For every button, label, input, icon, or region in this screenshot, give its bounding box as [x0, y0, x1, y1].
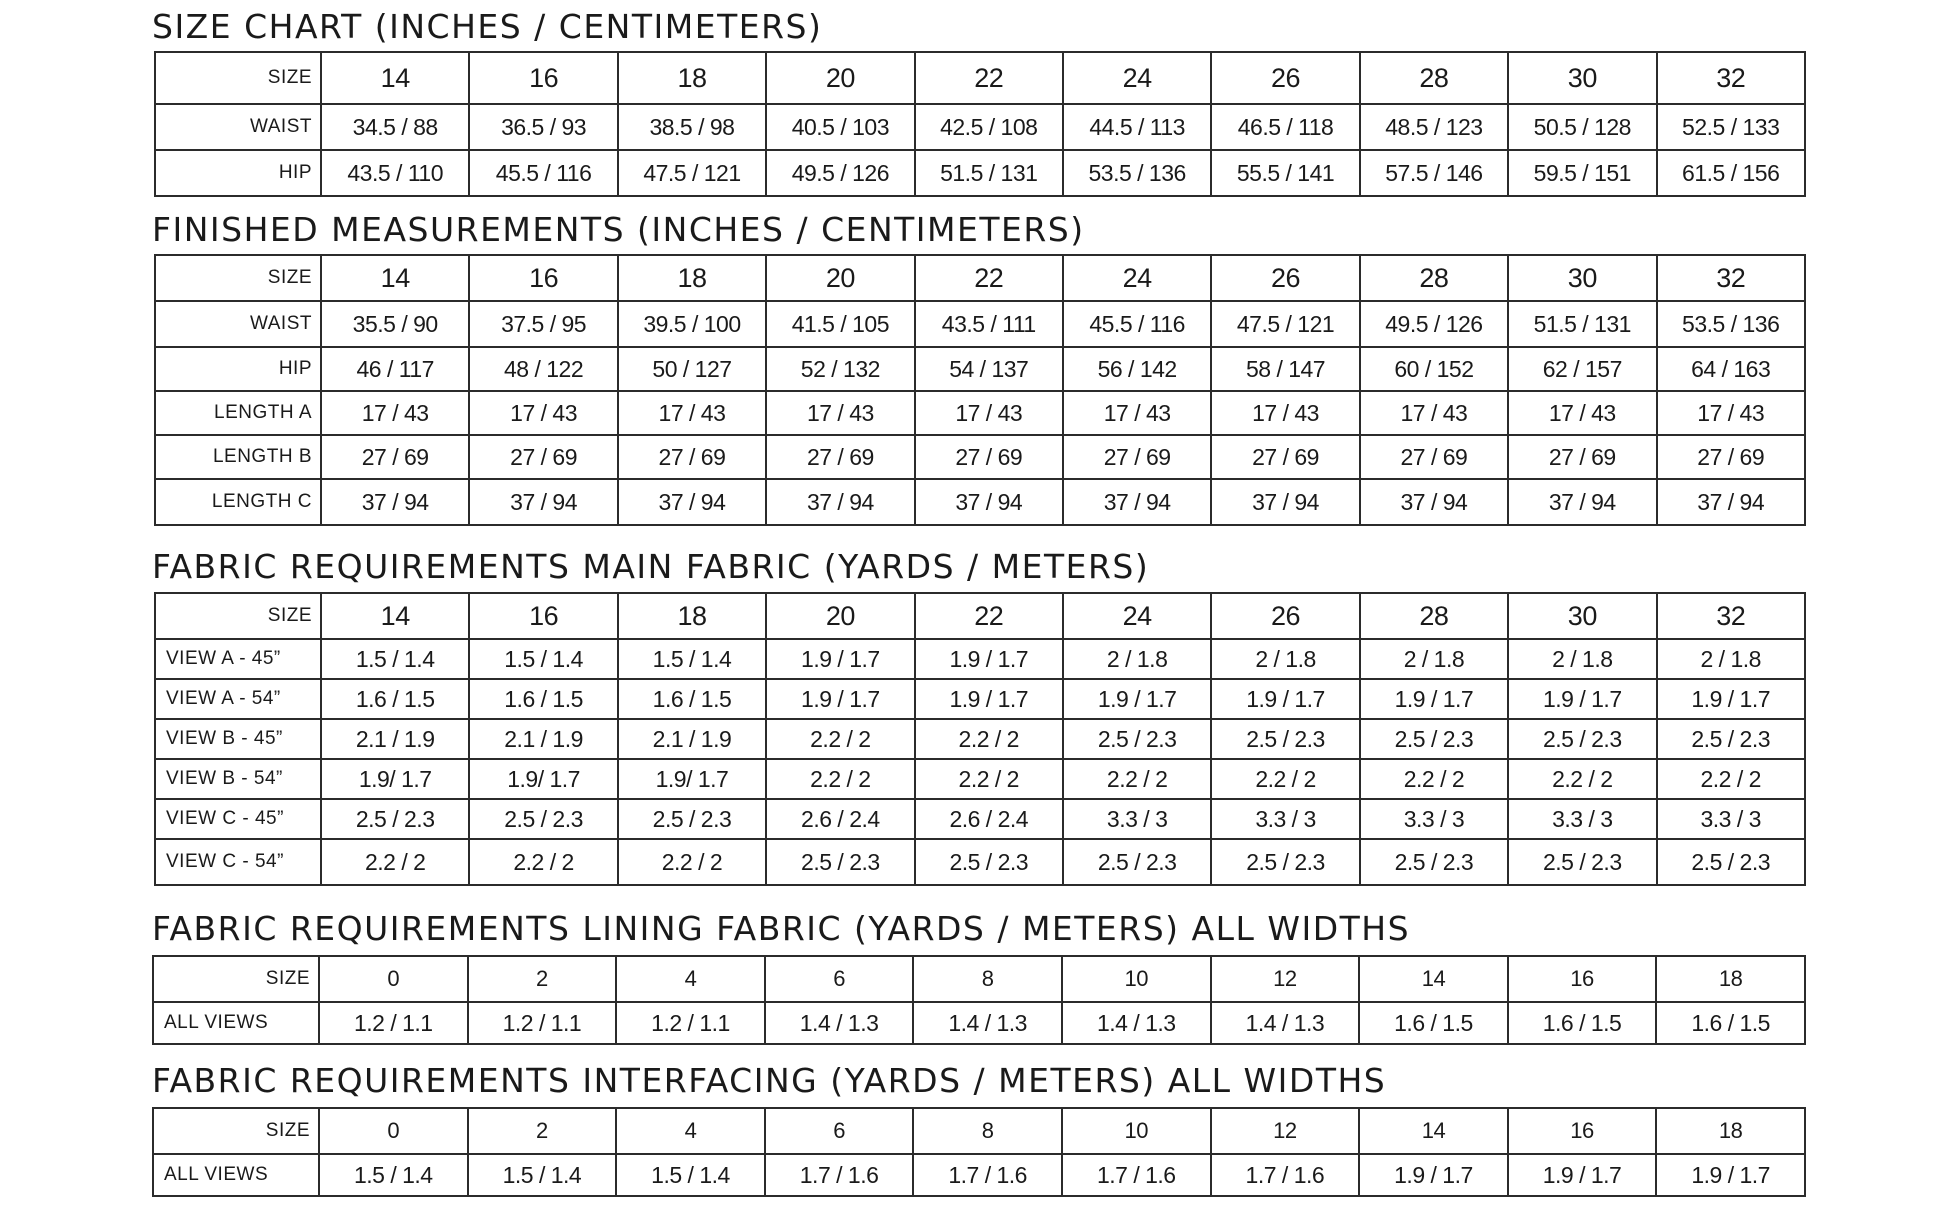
measurement-cell: 27 / 69	[766, 435, 914, 479]
measurement-cell: 36.5 / 93	[469, 104, 617, 150]
measurement-cell: 2.5 / 2.3	[1063, 719, 1211, 759]
measurement-cell: 44.5 / 113	[1063, 104, 1211, 150]
measurement-cell: 1.2 / 1.1	[319, 1002, 468, 1044]
measurement-cell: 2.5 / 2.3	[915, 839, 1063, 885]
measurement-cell: 1.6 / 1.5	[618, 679, 766, 719]
measurement-cell: 37 / 94	[1063, 479, 1211, 525]
measurement-cell: 50 / 127	[618, 347, 766, 391]
measurement-cell: 58 / 147	[1211, 347, 1359, 391]
measurement-cell: 17 / 43	[1360, 391, 1508, 435]
measurement-cell: 59.5 / 151	[1508, 150, 1656, 196]
size-header-cell: 4	[616, 956, 765, 1002]
table-row	[153, 1002, 1805, 1044]
size-header-cell: 10	[1062, 956, 1211, 1002]
measurement-cell: 3.3 / 3	[1508, 799, 1656, 839]
measurement-cell: 42.5 / 108	[915, 104, 1063, 150]
table-row	[155, 639, 1805, 679]
section-title: FABRIC REQUIREMENTS INTERFACING (YARDS / METERS) ALL WIDTHS	[152, 1061, 1387, 1100]
table-row	[155, 347, 1805, 391]
measurement-cell: 2.5 / 2.3	[1211, 839, 1359, 885]
table-row	[155, 679, 1805, 719]
measurement-cell: 1.5 / 1.4	[616, 1154, 765, 1196]
measurement-cell: 2.5 / 2.3	[1657, 839, 1805, 885]
measurement-cell: 1.5 / 1.4	[468, 1154, 617, 1196]
measurement-cell: 1.4 / 1.3	[913, 1002, 1062, 1044]
measurement-cell: 17 / 43	[1657, 391, 1805, 435]
measurement-cell: 2.1 / 1.9	[321, 719, 469, 759]
size-header-cell: 28	[1360, 255, 1508, 301]
measurement-cell: 51.5 / 131	[1508, 301, 1656, 347]
measurement-cell: 2.1 / 1.9	[469, 719, 617, 759]
measurement-cell: 2.5 / 2.3	[766, 839, 914, 885]
measurement-cell: 27 / 69	[915, 435, 1063, 479]
size-header-cell: 16	[469, 593, 617, 639]
header-row	[153, 956, 1805, 1002]
measurement-cell: 2.2 / 2	[766, 759, 914, 799]
measurement-cell: 1.9/ 1.7	[321, 759, 469, 799]
measurement-cell: 43.5 / 110	[321, 150, 469, 196]
section-title: FABRIC REQUIREMENTS MAIN FABRIC (YARDS / METERS)	[152, 547, 1150, 586]
finished-measurements-table	[154, 254, 1806, 526]
measurement-cell: 1.6 / 1.5	[1508, 1002, 1657, 1044]
measurement-cell: 2 / 1.8	[1211, 639, 1359, 679]
measurement-cell: 37.5 / 95	[469, 301, 617, 347]
measurement-cell: 45.5 / 116	[469, 150, 617, 196]
measurement-cell: 37 / 94	[469, 479, 617, 525]
measurement-cell: 17 / 43	[1508, 391, 1656, 435]
measurement-cell: 1.9 / 1.7	[1360, 679, 1508, 719]
measurement-cell: 2.2 / 2	[915, 719, 1063, 759]
measurement-cell: 1.7 / 1.6	[1211, 1154, 1360, 1196]
row-label: HIP	[155, 150, 321, 196]
measurement-cell: 2.6 / 2.4	[766, 799, 914, 839]
row-label: VIEW A - 54”	[155, 679, 321, 719]
measurement-cell: 46.5 / 118	[1211, 104, 1359, 150]
size-header-cell: 22	[915, 593, 1063, 639]
measurement-cell: 1.7 / 1.6	[765, 1154, 914, 1196]
measurement-cell: 17 / 43	[321, 391, 469, 435]
row-label: LENGTH C	[155, 479, 321, 525]
measurement-cell: 54 / 137	[915, 347, 1063, 391]
table-row	[155, 150, 1805, 196]
measurement-cell: 17 / 43	[915, 391, 1063, 435]
measurement-cell: 1.9 / 1.7	[915, 679, 1063, 719]
measurement-cell: 2.6 / 2.4	[915, 799, 1063, 839]
measurement-cell: 37 / 94	[1360, 479, 1508, 525]
table-row	[155, 759, 1805, 799]
measurement-cell: 27 / 69	[1508, 435, 1656, 479]
measurement-cell: 1.7 / 1.6	[1062, 1154, 1211, 1196]
measurement-cell: 49.5 / 126	[1360, 301, 1508, 347]
measurement-cell: 1.9 / 1.7	[1211, 679, 1359, 719]
header-row	[155, 52, 1805, 104]
row-label: VIEW C - 54”	[155, 839, 321, 885]
measurement-cell: 2.2 / 2	[1360, 759, 1508, 799]
measurement-cell: 1.9/ 1.7	[618, 759, 766, 799]
measurement-cell: 47.5 / 121	[618, 150, 766, 196]
measurement-cell: 2.5 / 2.3	[1063, 839, 1211, 885]
measurement-cell: 1.9 / 1.7	[1656, 1154, 1805, 1196]
row-label: LENGTH B	[155, 435, 321, 479]
measurement-cell: 40.5 / 103	[766, 104, 914, 150]
measurement-cell: 17 / 43	[766, 391, 914, 435]
measurement-cell: 34.5 / 88	[321, 104, 469, 150]
row-label: VIEW A - 45”	[155, 639, 321, 679]
row-label: VIEW C - 45”	[155, 799, 321, 839]
measurement-cell: 1.4 / 1.3	[1062, 1002, 1211, 1044]
size-header-cell: 14	[321, 52, 469, 104]
size-header-cell: 32	[1657, 255, 1805, 301]
measurement-cell: 2.5 / 2.3	[321, 799, 469, 839]
measurement-cell: 1.6 / 1.5	[321, 679, 469, 719]
measurement-cell: 1.5 / 1.4	[618, 639, 766, 679]
size-header-cell: 14	[1359, 956, 1508, 1002]
size-header-cell: 18	[618, 52, 766, 104]
measurement-cell: 53.5 / 136	[1657, 301, 1805, 347]
size-header-cell: 2	[468, 1108, 617, 1154]
section-title: SIZE CHART (INCHES / CENTIMETERS)	[152, 7, 823, 46]
measurement-cell: 51.5 / 131	[915, 150, 1063, 196]
size-header-cell: 16	[469, 255, 617, 301]
size-header-cell: 30	[1508, 255, 1656, 301]
measurement-cell: 2.2 / 2	[915, 759, 1063, 799]
measurement-cell: 39.5 / 100	[618, 301, 766, 347]
size-header-cell: 20	[766, 255, 914, 301]
header-row	[155, 593, 1805, 639]
table-row	[153, 1154, 1805, 1196]
size-header-cell: 22	[915, 255, 1063, 301]
header-row	[155, 255, 1805, 301]
measurement-cell: 46 / 117	[321, 347, 469, 391]
measurement-cell: 27 / 69	[1657, 435, 1805, 479]
measurement-cell: 27 / 69	[321, 435, 469, 479]
row-label: ALL VIEWS	[153, 1002, 319, 1044]
measurement-cell: 37 / 94	[321, 479, 469, 525]
measurement-cell: 1.2 / 1.1	[616, 1002, 765, 1044]
measurement-cell: 2.5 / 2.3	[1508, 839, 1656, 885]
measurement-cell: 1.4 / 1.3	[765, 1002, 914, 1044]
measurement-cell: 1.9 / 1.7	[915, 639, 1063, 679]
size-header-cell: 2	[468, 956, 617, 1002]
measurement-cell: 17 / 43	[618, 391, 766, 435]
measurement-cell: 17 / 43	[1211, 391, 1359, 435]
measurement-cell: 1.9/ 1.7	[469, 759, 617, 799]
measurement-cell: 2.5 / 2.3	[618, 799, 766, 839]
size-header-cell: 30	[1508, 52, 1656, 104]
measurement-cell: 45.5 / 116	[1063, 301, 1211, 347]
measurement-cell: 56 / 142	[1063, 347, 1211, 391]
size-header-cell: 26	[1211, 593, 1359, 639]
measurement-cell: 2.5 / 2.3	[1360, 719, 1508, 759]
size-header-cell: 4	[616, 1108, 765, 1154]
measurement-cell: 2.2 / 2	[1657, 759, 1805, 799]
measurement-cell: 2 / 1.8	[1063, 639, 1211, 679]
measurement-cell: 48 / 122	[469, 347, 617, 391]
measurement-cell: 1.7 / 1.6	[913, 1154, 1062, 1196]
size-chart-table	[154, 51, 1806, 197]
size-header-cell: 14	[321, 593, 469, 639]
measurement-cell: 2.2 / 2	[1508, 759, 1656, 799]
measurement-cell: 2 / 1.8	[1657, 639, 1805, 679]
size-header-cell: 32	[1657, 593, 1805, 639]
size-label: SIZE	[153, 956, 319, 1002]
size-header-cell: 18	[618, 255, 766, 301]
measurement-cell: 1.9 / 1.7	[1657, 679, 1805, 719]
measurement-cell: 1.6 / 1.5	[1656, 1002, 1805, 1044]
measurement-cell: 37 / 94	[766, 479, 914, 525]
size-header-cell: 26	[1211, 255, 1359, 301]
measurement-cell: 1.9 / 1.7	[766, 679, 914, 719]
measurement-cell: 17 / 43	[469, 391, 617, 435]
measurement-cell: 3.3 / 3	[1063, 799, 1211, 839]
size-header-cell: 8	[913, 956, 1062, 1002]
size-label: SIZE	[155, 52, 321, 104]
measurement-cell: 2 / 1.8	[1508, 639, 1656, 679]
measurement-cell: 38.5 / 98	[618, 104, 766, 150]
size-label: SIZE	[155, 593, 321, 639]
size-header-cell: 24	[1063, 52, 1211, 104]
measurement-cell: 49.5 / 126	[766, 150, 914, 196]
measurement-cell: 2.1 / 1.9	[618, 719, 766, 759]
measurement-cell: 2 / 1.8	[1360, 639, 1508, 679]
size-header-cell: 14	[1359, 1108, 1508, 1154]
size-header-cell: 12	[1211, 1108, 1360, 1154]
measurement-cell: 2.5 / 2.3	[469, 799, 617, 839]
size-header-cell: 18	[618, 593, 766, 639]
measurement-cell: 1.9 / 1.7	[1359, 1154, 1508, 1196]
interfacing-table	[152, 1107, 1806, 1197]
size-header-cell: 12	[1211, 956, 1360, 1002]
measurement-cell: 1.6 / 1.5	[469, 679, 617, 719]
measurement-cell: 62 / 157	[1508, 347, 1656, 391]
table-row	[155, 435, 1805, 479]
measurement-cell: 1.9 / 1.7	[1063, 679, 1211, 719]
size-header-cell: 24	[1063, 593, 1211, 639]
measurement-cell: 1.9 / 1.7	[1508, 679, 1656, 719]
table-row	[155, 104, 1805, 150]
row-label: WAIST	[155, 301, 321, 347]
size-header-cell: 10	[1062, 1108, 1211, 1154]
measurement-cell: 3.3 / 3	[1360, 799, 1508, 839]
measurement-cell: 3.3 / 3	[1657, 799, 1805, 839]
measurement-cell: 60 / 152	[1360, 347, 1508, 391]
measurement-cell: 2.5 / 2.3	[1508, 719, 1656, 759]
measurement-cell: 1.5 / 1.4	[319, 1154, 468, 1196]
section-title: FABRIC REQUIREMENTS LINING FABRIC (YARDS / METERS) ALL WIDTHS	[152, 909, 1411, 948]
row-label: HIP	[155, 347, 321, 391]
header-row	[153, 1108, 1805, 1154]
row-label: ALL VIEWS	[153, 1154, 319, 1196]
row-label: LENGTH A	[155, 391, 321, 435]
measurement-cell: 27 / 69	[1211, 435, 1359, 479]
size-header-cell: 24	[1063, 255, 1211, 301]
size-label: SIZE	[155, 255, 321, 301]
measurement-cell: 57.5 / 146	[1360, 150, 1508, 196]
measurement-cell: 2.2 / 2	[766, 719, 914, 759]
measurement-cell: 37 / 94	[915, 479, 1063, 525]
measurement-cell: 43.5 / 111	[915, 301, 1063, 347]
size-header-cell: 6	[765, 1108, 914, 1154]
measurement-cell: 37 / 94	[1211, 479, 1359, 525]
measurement-cell: 37 / 94	[1508, 479, 1656, 525]
measurement-cell: 27 / 69	[618, 435, 766, 479]
size-header-cell: 20	[766, 593, 914, 639]
table-row	[155, 799, 1805, 839]
size-header-cell: 18	[1656, 956, 1805, 1002]
size-header-cell: 28	[1360, 52, 1508, 104]
measurement-cell: 47.5 / 121	[1211, 301, 1359, 347]
table-row	[155, 719, 1805, 759]
measurement-cell: 35.5 / 90	[321, 301, 469, 347]
size-header-cell: 14	[321, 255, 469, 301]
size-header-cell: 0	[319, 1108, 468, 1154]
measurement-cell: 55.5 / 141	[1211, 150, 1359, 196]
measurement-cell: 2.2 / 2	[321, 839, 469, 885]
measurement-cell: 27 / 69	[1063, 435, 1211, 479]
table-row	[155, 479, 1805, 525]
measurement-cell: 1.9 / 1.7	[1508, 1154, 1657, 1196]
row-label: VIEW B - 54”	[155, 759, 321, 799]
size-header-cell: 22	[915, 52, 1063, 104]
size-header-cell: 20	[766, 52, 914, 104]
measurement-cell: 2.2 / 2	[618, 839, 766, 885]
table-row	[155, 301, 1805, 347]
size-header-cell: 30	[1508, 593, 1656, 639]
measurement-cell: 37 / 94	[618, 479, 766, 525]
measurement-cell: 1.2 / 1.1	[468, 1002, 617, 1044]
lining-fabric-table	[152, 955, 1806, 1045]
measurement-cell: 37 / 94	[1657, 479, 1805, 525]
row-label: VIEW B - 45”	[155, 719, 321, 759]
measurement-cell: 48.5 / 123	[1360, 104, 1508, 150]
size-header-cell: 0	[319, 956, 468, 1002]
size-header-cell: 8	[913, 1108, 1062, 1154]
size-header-cell: 16	[1508, 1108, 1657, 1154]
measurement-cell: 2.2 / 2	[469, 839, 617, 885]
size-header-cell: 16	[469, 52, 617, 104]
measurement-cell: 1.9 / 1.7	[766, 639, 914, 679]
size-header-cell: 28	[1360, 593, 1508, 639]
size-header-cell: 32	[1657, 52, 1805, 104]
size-header-cell: 26	[1211, 52, 1359, 104]
measurement-cell: 27 / 69	[469, 435, 617, 479]
measurement-cell: 27 / 69	[1360, 435, 1508, 479]
measurement-cell: 2.2 / 2	[1063, 759, 1211, 799]
measurement-cell: 52 / 132	[766, 347, 914, 391]
table-row	[155, 391, 1805, 435]
measurement-cell: 61.5 / 156	[1657, 150, 1805, 196]
measurement-cell: 53.5 / 136	[1063, 150, 1211, 196]
size-header-cell: 18	[1656, 1108, 1805, 1154]
measurement-cell: 2.2 / 2	[1211, 759, 1359, 799]
measurement-cell: 2.5 / 2.3	[1657, 719, 1805, 759]
measurement-cell: 2.5 / 2.3	[1211, 719, 1359, 759]
measurement-cell: 64 / 163	[1657, 347, 1805, 391]
measurement-cell: 1.4 / 1.3	[1211, 1002, 1360, 1044]
measurement-cell: 50.5 / 128	[1508, 104, 1656, 150]
measurement-cell: 3.3 / 3	[1211, 799, 1359, 839]
row-label: WAIST	[155, 104, 321, 150]
section-title: FINISHED MEASUREMENTS (INCHES / CENTIMETERS)	[152, 210, 1085, 249]
measurement-cell: 2.5 / 2.3	[1360, 839, 1508, 885]
size-header-cell: 16	[1508, 956, 1657, 1002]
measurement-cell: 41.5 / 105	[766, 301, 914, 347]
measurement-cell: 52.5 / 133	[1657, 104, 1805, 150]
table-row	[155, 839, 1805, 885]
measurement-cell: 1.5 / 1.4	[321, 639, 469, 679]
measurement-cell: 1.5 / 1.4	[469, 639, 617, 679]
main-fabric-table	[154, 592, 1806, 886]
size-label: SIZE	[153, 1108, 319, 1154]
measurement-cell: 17 / 43	[1063, 391, 1211, 435]
size-header-cell: 6	[765, 956, 914, 1002]
measurement-cell: 1.6 / 1.5	[1359, 1002, 1508, 1044]
